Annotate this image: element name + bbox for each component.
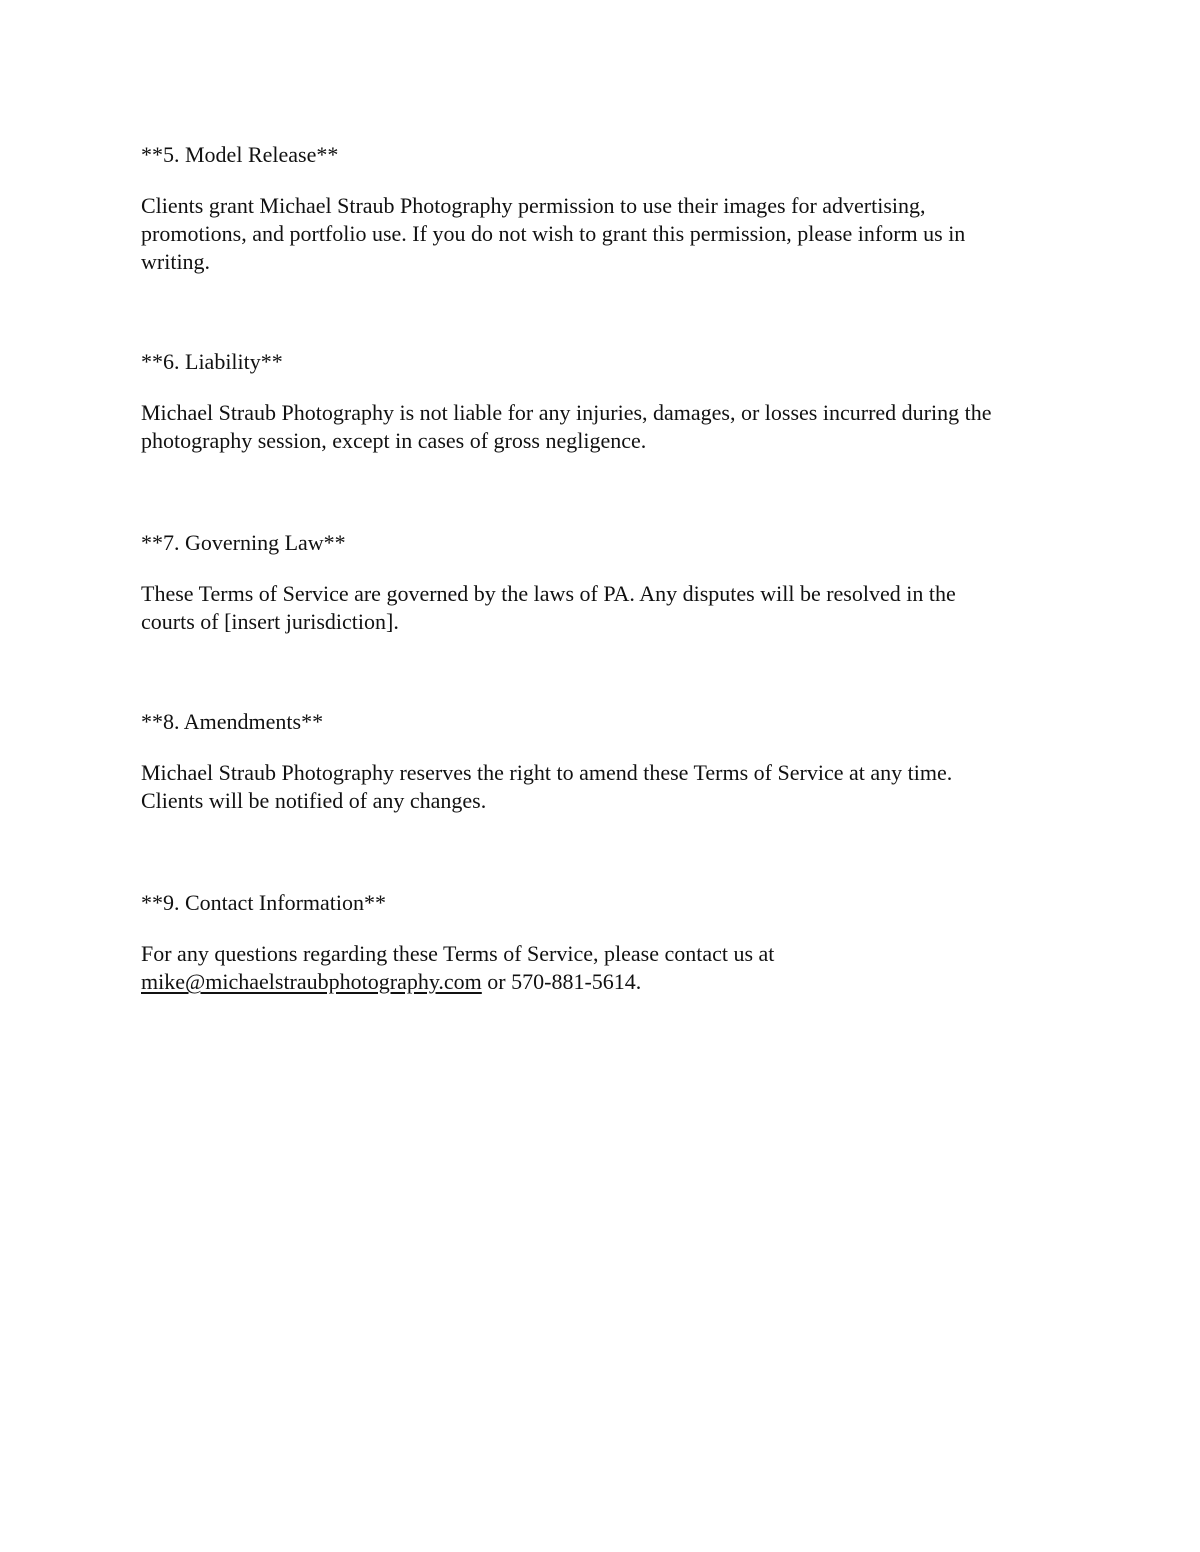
section-body [141, 940, 1081, 996]
section-heading: **6. Liability** [141, 349, 283, 374]
section-heading: **7. Governing Law** [141, 530, 346, 555]
section-amendments [141, 708, 1081, 815]
body-line: These Terms of Service are governed by the laws of PA. Any disputes will be resolved in the [141, 581, 956, 606]
section-heading: **5. Model Release** [141, 142, 339, 167]
body-line: Clients grant Michael Straub Photography permission to use their images for advertising, [141, 193, 926, 218]
contact-line [141, 968, 1081, 996]
section-heading: **8. Amendments** [141, 709, 324, 734]
section-governing-law [141, 529, 1081, 636]
section-liability [141, 348, 1081, 455]
body-line: Clients will be notified of any changes. [141, 788, 487, 813]
section-body [141, 759, 1081, 815]
section-body [141, 580, 1081, 636]
body-line: courts of [insert jurisdiction]. [141, 609, 399, 634]
body-line: For any questions regarding these Terms of Service, please contact us at [141, 941, 775, 966]
body-line: Michael Straub Photography is not liable for any injuries, damages, or losses incurred during the [141, 400, 992, 425]
section-heading: **9. Contact Information** [141, 890, 387, 915]
body-line: writing. [141, 249, 211, 274]
body-line: photography session, except in cases of gross negligence. [141, 428, 647, 453]
section-model-release [141, 141, 1081, 276]
body-line: Michael Straub Photography reserves the right to amend these Terms of Service at any time. [141, 760, 953, 785]
email-link[interactable]: mike@michaelstraubphotography.com [141, 969, 482, 994]
section-body [141, 399, 1081, 455]
phone-text: or 570-881-5614. [481, 969, 642, 994]
body-line: promotions, and portfolio use. If you do not wish to grant this permission, please inform us in [141, 221, 966, 246]
section-contact-information [141, 889, 1081, 996]
section-body [141, 192, 1081, 276]
